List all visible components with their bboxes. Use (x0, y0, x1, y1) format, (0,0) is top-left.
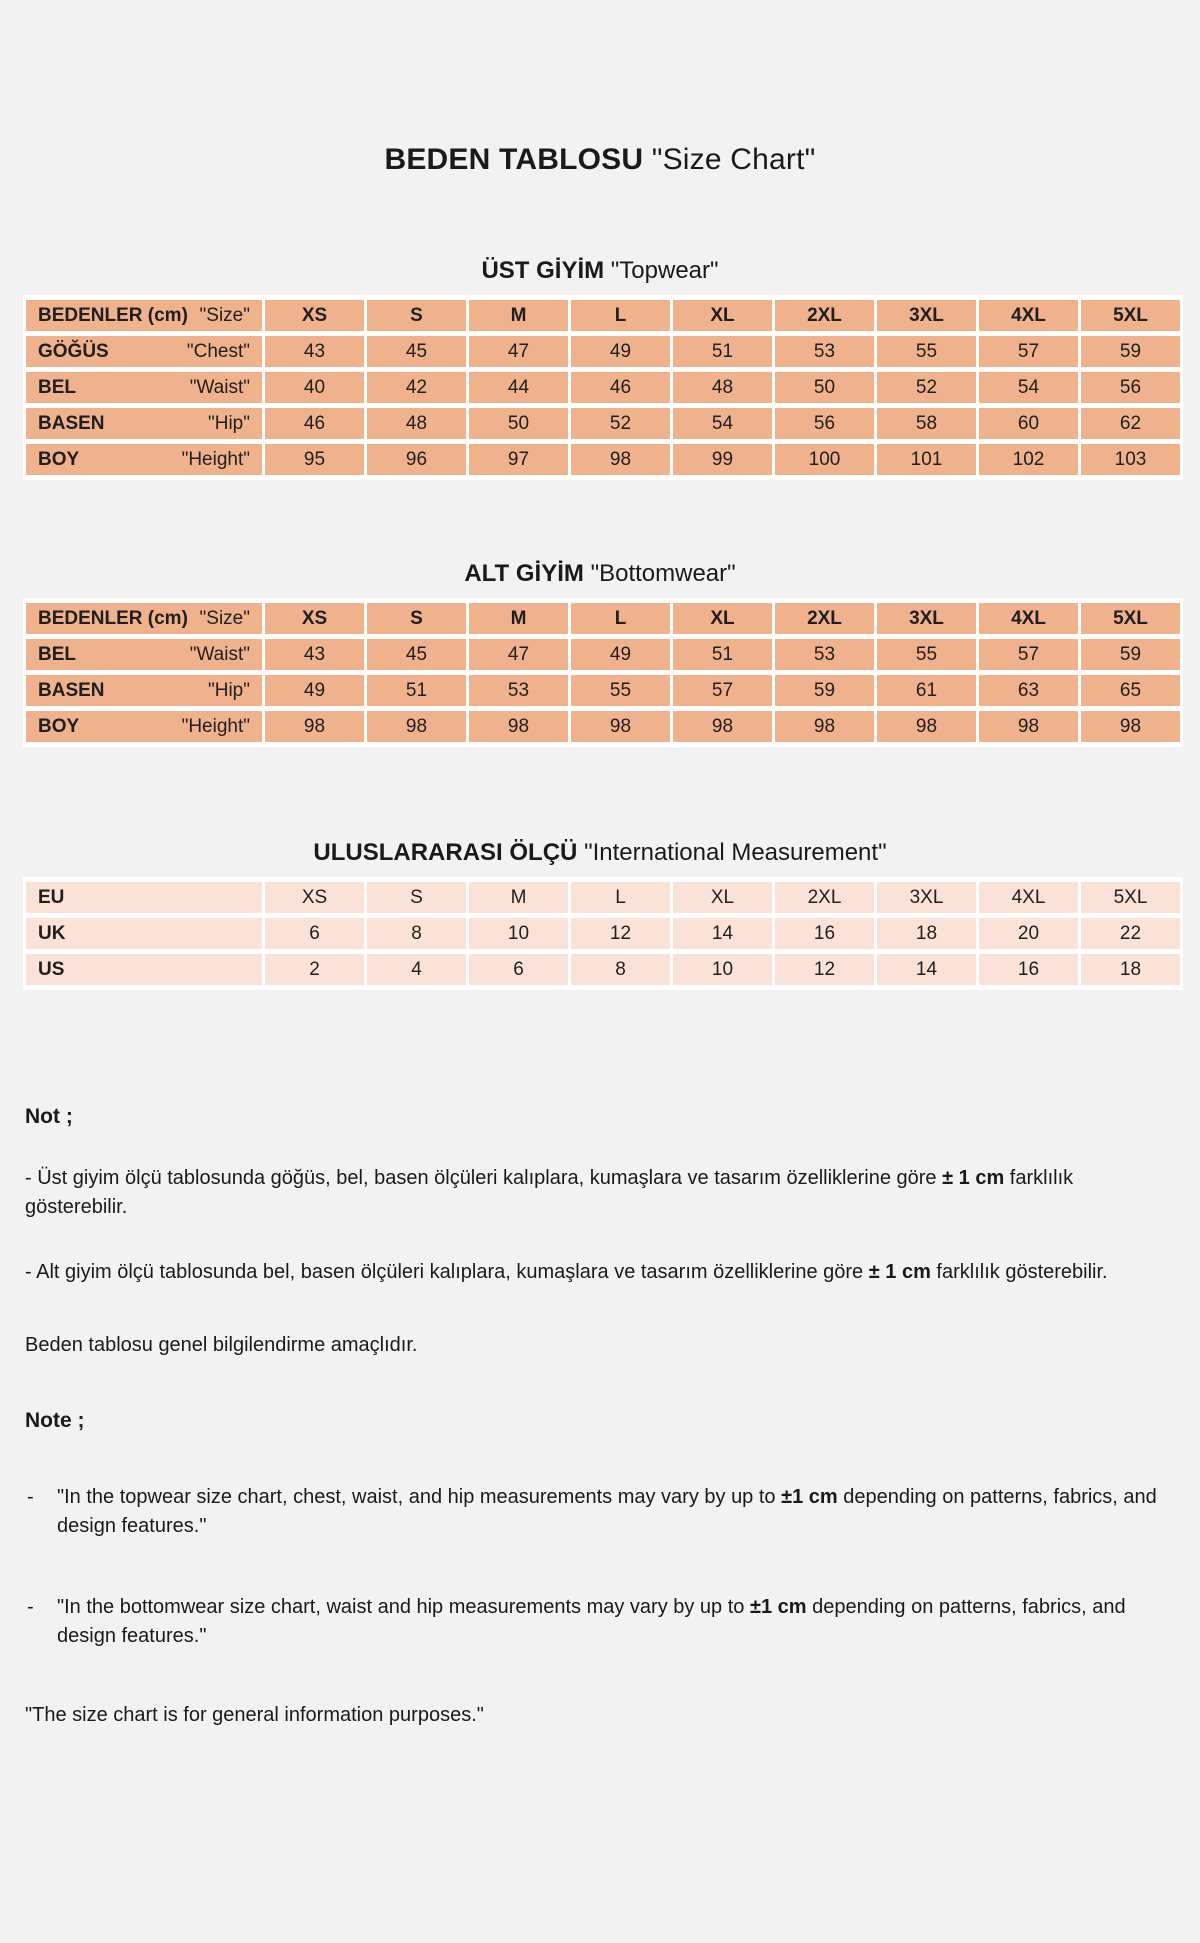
row-label: US (38, 958, 65, 980)
row-label-wrap (38, 644, 250, 666)
size-column-header: 3XL (876, 298, 978, 334)
page-title (0, 143, 1200, 177)
note-heading-tr: Not ; (25, 1105, 73, 1128)
row-label: BEDENLER (cm) (38, 304, 188, 326)
table-row (25, 406, 1182, 442)
row-label-cell (25, 442, 264, 478)
row-label-wrap (38, 449, 250, 471)
size-value-cell: 48 (366, 406, 468, 442)
size-value-cell: 20 (978, 916, 1080, 952)
size-value-cell: 55 (570, 673, 672, 709)
bottomwear-size-table (23, 598, 1183, 747)
size-value-cell: 98 (978, 709, 1080, 745)
table-row (25, 952, 1182, 988)
size-value-cell: 103 (1080, 442, 1182, 478)
row-label: BASEN (38, 679, 105, 701)
size-value-cell: 98 (264, 709, 366, 745)
size-value-cell: 14 (672, 916, 774, 952)
note-tr-footer: Beden tablosu genel bilgilendirme amaçlıdır. (25, 1334, 418, 1357)
row-label-cell (25, 406, 264, 442)
size-value-cell: 52 (876, 370, 978, 406)
size-value-cell: 98 (366, 709, 468, 745)
row-label: GÖĞÜS (38, 340, 109, 362)
size-column-header: 2XL (774, 298, 876, 334)
size-value-cell: 51 (672, 334, 774, 370)
size-value-cell: XS (264, 880, 366, 916)
row-label: BEDENLER (cm) (38, 607, 188, 629)
row-label-cell (25, 880, 264, 916)
row-label: BEL (38, 643, 76, 665)
size-value-cell: 42 (366, 370, 468, 406)
note-heading-en: Note ; (25, 1409, 85, 1433)
heading-topwear-main: ÜST GİYİM (481, 257, 605, 284)
row-label-cell (25, 298, 264, 334)
size-column-header: L (570, 298, 672, 334)
size-value-cell: 50 (774, 370, 876, 406)
row-sublabel: "Height" (181, 715, 250, 737)
note-text: farklılık gösterebilir. (25, 1167, 1074, 1219)
size-value-cell: 56 (774, 406, 876, 442)
heading-topwear (0, 257, 1200, 285)
note-text-bold: ±1 cm (781, 1485, 838, 1508)
bullet-text (57, 1593, 1180, 1651)
row-label-wrap (38, 959, 250, 981)
table-row (25, 916, 1182, 952)
size-column-header: M (468, 601, 570, 637)
row-label-wrap (38, 716, 250, 738)
row-label-cell (25, 709, 264, 745)
size-column-header: XL (672, 601, 774, 637)
table-row (25, 709, 1182, 745)
size-value-cell: 3XL (876, 880, 978, 916)
size-value-cell: 62 (1080, 406, 1182, 442)
size-value-cell: 16 (978, 952, 1080, 988)
size-value-cell: 98 (570, 442, 672, 478)
size-value-cell: 55 (876, 637, 978, 673)
size-value-cell: 43 (264, 637, 366, 673)
size-value-cell: 12 (570, 916, 672, 952)
row-label-wrap (38, 608, 250, 630)
size-value-cell: 98 (1080, 709, 1182, 745)
size-value-cell: 47 (468, 334, 570, 370)
size-value-cell: 45 (366, 334, 468, 370)
topwear-size-table (23, 295, 1183, 480)
row-label-wrap (38, 305, 250, 327)
size-value-cell: XL (672, 880, 774, 916)
size-column-header: M (468, 298, 570, 334)
note-en-bottomwear (25, 1593, 1180, 1651)
size-value-cell: 63 (978, 673, 1080, 709)
size-column-header: 4XL (978, 601, 1080, 637)
size-value-cell: 95 (264, 442, 366, 478)
table-row (25, 880, 1182, 916)
row-label-cell (25, 334, 264, 370)
size-column-header: 5XL (1080, 601, 1182, 637)
size-value-cell: 51 (672, 637, 774, 673)
size-value-cell: 61 (876, 673, 978, 709)
row-sublabel: "Waist" (189, 376, 250, 398)
size-value-cell: 6 (264, 916, 366, 952)
size-value-cell: 98 (876, 709, 978, 745)
note-text-bold: ± 1 cm (868, 1261, 931, 1284)
size-value-cell: 60 (978, 406, 1080, 442)
size-column-header: S (366, 298, 468, 334)
table-header-row (25, 298, 1182, 334)
size-value-cell: 16 (774, 916, 876, 952)
size-value-cell: 47 (468, 637, 570, 673)
note-text: "In the topwear size chart, chest, waist, and hip measurements may vary by up to (57, 1485, 782, 1508)
size-value-cell: 99 (672, 442, 774, 478)
size-value-cell: 59 (1080, 334, 1182, 370)
size-column-header: L (570, 601, 672, 637)
heading-international-sub: "International Measurement" (584, 839, 887, 866)
size-value-cell: 100 (774, 442, 876, 478)
size-value-cell: 6 (468, 952, 570, 988)
size-value-cell: 102 (978, 442, 1080, 478)
table-row (25, 442, 1182, 478)
note-text-bold: ± 1 cm (942, 1167, 1005, 1190)
table-row (25, 334, 1182, 370)
row-sublabel: "Hip" (208, 412, 250, 434)
row-sublabel: "Height" (181, 448, 250, 470)
heading-bottomwear-sub: "Bottomwear" (590, 560, 736, 587)
page-title-sub: "Size Chart" (651, 143, 816, 176)
heading-topwear-sub: "Topwear" (610, 257, 719, 284)
note-text: - Alt giyim ölçü tablosunda bel, basen ölçüleri kalıplara, kumaşlara ve tasarım özelliklerine göre (25, 1261, 869, 1284)
size-value-cell: 53 (774, 334, 876, 370)
row-label: EU (38, 886, 65, 908)
note-text: farklılık gösterebilir. (930, 1261, 1108, 1284)
size-value-cell: 5XL (1080, 880, 1182, 916)
heading-international-main: ULUSLARARASI ÖLÇÜ (313, 839, 578, 866)
size-value-cell: 8 (366, 916, 468, 952)
row-label: BOY (38, 715, 80, 737)
size-value-cell: 98 (570, 709, 672, 745)
size-value-cell: 101 (876, 442, 978, 478)
size-column-header: XS (264, 601, 366, 637)
size-value-cell: 59 (774, 673, 876, 709)
page-title-main: BEDEN TABLOSU (384, 143, 644, 176)
size-value-cell: 43 (264, 334, 366, 370)
size-value-cell: 4XL (978, 880, 1080, 916)
size-value-cell: 2 (264, 952, 366, 988)
row-label: BASEN (38, 412, 105, 434)
row-label-cell (25, 916, 264, 952)
size-value-cell: 49 (570, 334, 672, 370)
size-value-cell: 10 (468, 916, 570, 952)
row-label-wrap (38, 377, 250, 399)
table-header-row (25, 601, 1182, 637)
row-label: UK (38, 922, 66, 944)
row-label-wrap (38, 680, 250, 702)
note-en-topwear (25, 1483, 1180, 1541)
size-value-cell: 98 (468, 709, 570, 745)
size-value-cell: 57 (978, 637, 1080, 673)
note-text: "In the bottomwear size chart, waist and hip measurements may vary by up to (57, 1595, 750, 1618)
size-value-cell: 98 (672, 709, 774, 745)
heading-bottomwear (0, 560, 1200, 588)
size-column-header: 4XL (978, 298, 1080, 334)
size-value-cell: 65 (1080, 673, 1182, 709)
row-label-cell (25, 637, 264, 673)
bullet-dash: - (27, 1595, 34, 1618)
table-row (25, 370, 1182, 406)
row-label-wrap (38, 341, 250, 363)
size-value-cell: 49 (570, 637, 672, 673)
size-value-cell: 44 (468, 370, 570, 406)
note-text-bold: ±1 cm (749, 1595, 807, 1618)
size-value-cell: 49 (264, 673, 366, 709)
heading-international (0, 839, 1200, 867)
size-column-header: 5XL (1080, 298, 1182, 334)
size-value-cell: 4 (366, 952, 468, 988)
size-value-cell: 97 (468, 442, 570, 478)
row-sublabel: "Waist" (189, 643, 250, 665)
size-column-header: XL (672, 298, 774, 334)
size-value-cell: 18 (1080, 952, 1182, 988)
row-sublabel: "Chest" (186, 340, 250, 362)
size-value-cell: 59 (1080, 637, 1182, 673)
row-label-cell (25, 673, 264, 709)
size-value-cell: 53 (774, 637, 876, 673)
size-value-cell: M (468, 880, 570, 916)
bullet-dash: - (27, 1485, 34, 1508)
note-tr-topwear (25, 1164, 1180, 1222)
row-label-wrap (38, 887, 250, 909)
size-column-header: S (366, 601, 468, 637)
row-sublabel: "Size" (199, 304, 250, 326)
size-value-cell: 51 (366, 673, 468, 709)
row-label-cell (25, 601, 264, 637)
size-value-cell: 46 (264, 406, 366, 442)
bullet-text (57, 1483, 1180, 1541)
size-value-cell: 12 (774, 952, 876, 988)
size-value-cell: 40 (264, 370, 366, 406)
note-text: depending on patterns, fabrics, and design features." (57, 1485, 1157, 1537)
note-text: - Üst giyim ölçü tablosunda göğüs, bel, basen ölçüleri kalıplara, kumaşlara ve tasarım özelliklerine göre (25, 1167, 943, 1190)
size-value-cell: 56 (1080, 370, 1182, 406)
note-tr-bottomwear (25, 1258, 1180, 1287)
row-label: BEL (38, 376, 76, 398)
size-column-header: 3XL (876, 601, 978, 637)
table-row (25, 673, 1182, 709)
row-sublabel: "Hip" (208, 679, 250, 701)
size-value-cell: 55 (876, 334, 978, 370)
size-value-cell: S (366, 880, 468, 916)
size-value-cell: 96 (366, 442, 468, 478)
size-value-cell: 10 (672, 952, 774, 988)
row-sublabel: "Size" (199, 607, 250, 629)
size-column-header: XS (264, 298, 366, 334)
size-value-cell: 52 (570, 406, 672, 442)
size-value-cell: 54 (978, 370, 1080, 406)
international-size-table (23, 877, 1183, 990)
row-label-cell (25, 952, 264, 988)
heading-bottomwear-main: ALT GİYİM (464, 560, 584, 587)
note-text: depending on patterns, fabrics, and design features." (57, 1595, 1126, 1647)
size-value-cell: 50 (468, 406, 570, 442)
size-value-cell: 58 (876, 406, 978, 442)
size-value-cell: 54 (672, 406, 774, 442)
size-value-cell: 8 (570, 952, 672, 988)
row-label: BOY (38, 448, 80, 470)
size-value-cell: 46 (570, 370, 672, 406)
size-value-cell: 18 (876, 916, 978, 952)
size-value-cell: 45 (366, 637, 468, 673)
size-value-cell: 2XL (774, 880, 876, 916)
size-value-cell: 57 (672, 673, 774, 709)
size-value-cell: 98 (774, 709, 876, 745)
row-label-wrap (38, 413, 250, 435)
size-value-cell: 48 (672, 370, 774, 406)
size-chart-page (0, 143, 1200, 1943)
notes-section (25, 1102, 1180, 1730)
size-value-cell: L (570, 880, 672, 916)
size-value-cell: 14 (876, 952, 978, 988)
note-en-footer: "The size chart is for general information purposes." (25, 1703, 484, 1726)
row-label-cell (25, 370, 264, 406)
size-value-cell: 53 (468, 673, 570, 709)
size-column-header: 2XL (774, 601, 876, 637)
row-label-wrap (38, 923, 250, 945)
size-value-cell: 22 (1080, 916, 1182, 952)
size-value-cell: 57 (978, 334, 1080, 370)
table-row (25, 637, 1182, 673)
